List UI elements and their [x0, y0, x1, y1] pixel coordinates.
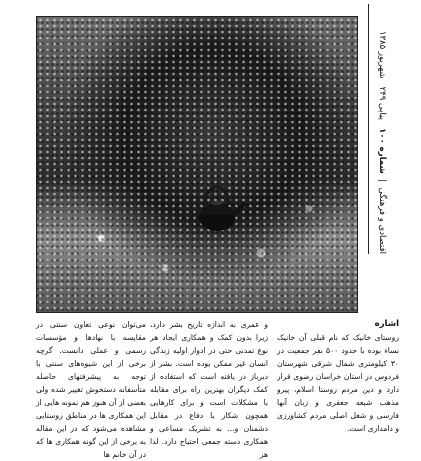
sequence-number: پیاپی ۲۴۹ — [377, 86, 387, 121]
photo-grain — [37, 17, 357, 312]
kettle-icon — [187, 167, 247, 237]
article-text-right: روستای خانیک که نام قبلی آن خانیک نساء بوده با حدود ۵۰۰ نفر جمعیت در ۳۰ کیلومتری شمال شرقی شهرستان فردوس در استان خراسان رضوی قرار دارد و دین مردم روستا اسلام، پیرو مذهب شیعه جعفری و زبان آنها فارسی و شغل اصلی مردم کشاورزی و دامداری است. — [277, 333, 399, 433]
magazine-section-label: اقتصادی و فرهنگی — [377, 187, 387, 254]
article-column-right — [277, 318, 399, 435]
issue-date: شهریور ۱۳۸۵ — [377, 30, 387, 79]
article-text-middle: و عمری به اندازه تاریخ بشر دارد، زیرا بدون کمک و همکاری ایجاد هر نوع تمدنی حتی در ادوار اولیه زندگی انسان غیر ممکن بوده است. بشر از دیرباز در یافته است که استفاده از کمک دیگران بهترین راه برای مقابله با مشکلات است و برای کارهایی همچون شکار یا دفاع در مقابل دشمنان و... به تشریک مساعی و همکاری دسته جمعی احتیاج دارد. لذا هر — [150, 320, 268, 459]
article-title: اشاره — [374, 319, 399, 329]
issue-number: شماره ۱۰۰ — [377, 128, 387, 174]
article-photo — [36, 16, 358, 313]
article-column-middle — [150, 318, 268, 461]
page-side-header — [368, 4, 395, 254]
side-header-text: اقتصادی و فرهنگی | شماره ۱۰۰ پیاپی ۲۴۹ شهریور ۱۳۸۵ — [377, 30, 387, 254]
article-column-left — [36, 318, 146, 461]
article-text-left: می‌توان نوعی تعاون سنتی در مقایسه با نهادها و مؤسسات رسمی و عملی دانست. گرچه برخی از این شیوه‌های سنتی با توجه به پیشرفتهای حاصله متأسفانه دستخوش تغییر شده ولی بعضی از آن هنوز هم نمونه هایی از این همکاری ها در مناطق روستایی مشاهده می‌شود که در این مقاله به برخی از این گونه همکاری ها که در آن خانم ها — [36, 320, 146, 459]
